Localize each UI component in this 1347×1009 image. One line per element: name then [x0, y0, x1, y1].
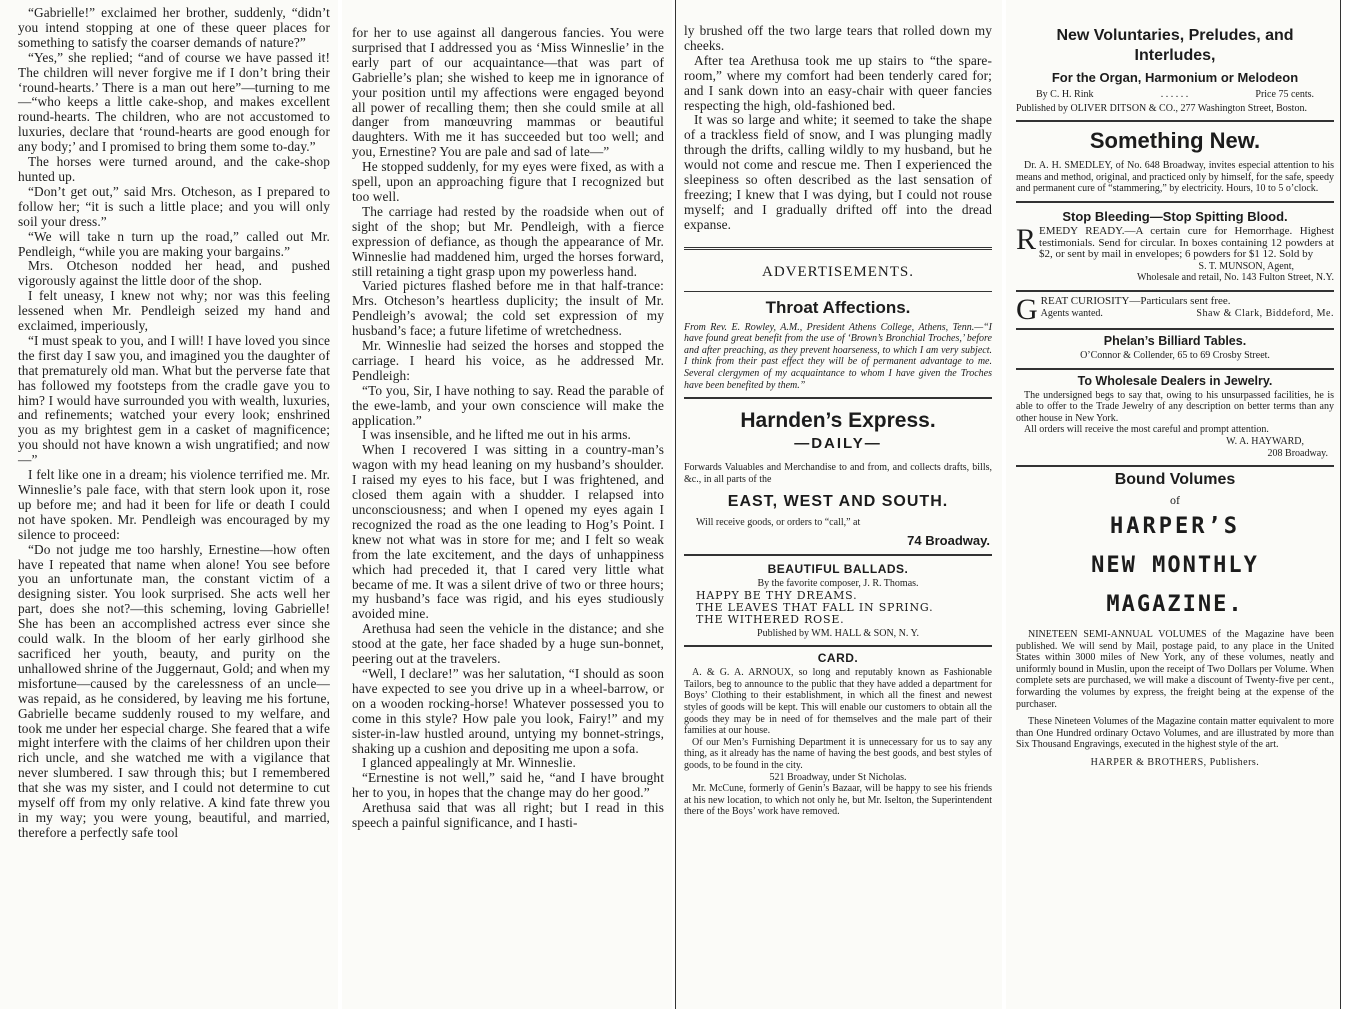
ad-body: A. & G. A. ARNOUX, so long and reputably known as Fashionable Tailors, beg to announce to the public that they have added a department for Boys’ Clothing to their establishment, in which all the finest and newest styles of goods will be kept. This will enable our customers to obtain all the goods they may be in need of for themselves and the male part of their families at our house. — [684, 667, 992, 737]
story-paragraph: “To you, Sir, I have nothing to say. Read the parable of the ewe-lamb, and your own conscience will make the application.” — [352, 382, 664, 428]
story-column-1 — [0, 0, 338, 1009]
story-paragraph: “Gabrielle!” exclaimed her brother, suddenly, “didn’t you intend stopping at one of these queer places for something to satisfy the coarser demands of nature?” — [18, 5, 330, 50]
ad-body: These Nineteen Volumes of the Magazine contain matter equivalent to more than One Hundred ordinary Octavo Volumes, and are illustrated by more than Six Thousand Engravings, executed in the highest style of the art. — [1016, 716, 1334, 751]
story-column-2 — [342, 0, 672, 1009]
ad-divider — [684, 397, 992, 399]
story-paragraph: “Well, I declare!” was her salutation, “I should as soon have expected to see you drive up in a wheel-barrow, or on a wooden rocking-horse! Whatever possessed you to come in this style? How pale you look, Fairy!” and my sister-in-law hustled around, untying my bonnet-strings, shaking up a cushion and depositing me upon a sofa. — [352, 665, 664, 756]
story-paragraph: “Ernestine is not well,” said he, “and I have brought her to you, in hopes that the change may do her good.” — [352, 770, 664, 801]
ad-body: Mr. McCune, formerly of Genin’s Bazaar, will be happy to see his friends at his new location, to which not only he, but Mr. Iselton, the Superintendent there of the Boys’ work have removed. — [684, 783, 992, 818]
ad-agents-row — [1041, 308, 1334, 320]
story-continuation — [684, 24, 992, 233]
ad-divider — [684, 291, 992, 292]
ad-title: New Voluntaries, Preludes, and Interludes, — [1056, 27, 1294, 64]
ad-body: Of our Men’s Furnishing Department it is unnecessary for us to say any thing, as it already has the name of having the best goods, and best styles of goods, to be found in the city. — [684, 736, 992, 771]
story-paragraph: The carriage had rested by the roadside when out of sight of the shop; but Mr. Pendleigh, with a fierce expression of defiance, as though the appearance of Mr. Winneslie had maddened him, urged the horses forward, still retaining a tight grasp upon my powerless hand. — [352, 203, 664, 279]
ad-body: REAT CURIOSITY—Particulars sent free. — [1040, 295, 1231, 307]
arnoux-card-ad — [684, 651, 992, 818]
ad-title: Something New. — [1089, 128, 1261, 154]
ad-title: Stop Bleeding—Stop Spitting Blood. — [1062, 208, 1288, 224]
ad-divider — [1016, 290, 1334, 292]
ad-firm: Shaw & Clark, Biddeford, Me. — [1196, 307, 1334, 319]
great-curiosity-ad — [1016, 296, 1334, 322]
ad-title: CARD. — [817, 651, 859, 666]
story-paragraph: I felt uneasy, I knew not why; nor was this feeling lessened when Mr. Pendleigh seized my hand and exclaimed, imperiously, — [18, 288, 330, 334]
ballad-title: THE LEAVES THAT FALL IN SPRING. — [696, 600, 934, 614]
ad-body: Will receive goods, or orders to “call,” at — [696, 517, 861, 529]
column-3 — [676, 0, 1002, 1009]
ad-address: 74 Broadway. — [907, 533, 990, 549]
ad-divider — [1016, 201, 1334, 203]
ad-body: The undersigned begs to say that, owing to his unsurpassed facilities, he is able to offer to the Trade Jewelry of any description on better terms than any other house in New York. — [1016, 389, 1334, 424]
ad-body: Dr. A. H. SMEDLEY, of No. 648 Broadway, invites especial attention to his means and method, original, and practiced only by himself, for the safe, speedy and permanent cure of “stammering,” by electricity. Hours, 10 to 5 o’clock. — [1016, 160, 1334, 195]
column-4 — [1006, 0, 1340, 1009]
story-paragraph: The horses were turned around, and the cake-shop hunted up. — [18, 154, 330, 184]
something-new-ad — [1016, 128, 1334, 195]
ad-divider — [1016, 120, 1334, 122]
story-paragraph: “Don’t get out,” said Mrs. Otcheson, as I prepared to follow her; “it is such a little place; and you will only soil your dress.” — [18, 183, 330, 229]
ad-divider — [684, 554, 992, 556]
story-paragraph: Arethusa said that was all right; but I read in this speech a painful significance, and I hasti- — [352, 800, 664, 831]
ad-body: Forwards Valuables and Merchandise to and from, and collects drafts, bills, &c., in all parts of the — [684, 462, 992, 485]
ad-divider — [1016, 328, 1334, 330]
drop-cap: R — [1016, 222, 1037, 256]
ad-body: O’Connor & Collender, 65 to 69 Crosby Street. — [1080, 349, 1270, 361]
story-paragraph: When I recovered I was sitting in a country-man’s wagon with my head leaning on my husband’s shoulder. I raised my eyes to his face, but I was frightened, and closed them again with a shudder. I relapsed into unconsciousness; and when I opened my eyes again I recognized the road as the one leading to Hog’s Point. I knew not what was in store for me; and I felt so weak from the late excitement, and the days of unhappiness which had preceded it, that I cared very little what became of me. It was a silent drive of two or three hours; my husband’s face was rigid, and his eyes studiously avoided mine. — [352, 442, 664, 622]
ad-publisher: HARPER & BROTHERS, Publishers. — [1090, 757, 1260, 769]
story-paragraph: “I must speak to you, and I will! I have loved you since the first day I saw you, and imagined you the daughter of that prematurely old man. What but the perverse fate that has followed my footsteps from the cradle gave you to him? I would have surrounded you with wealth, luxuries, and refinements; watched your every look; enshrined you as my brightest gem in a casket of magnificence; you should not have known a wish ungratified; and now—” — [18, 332, 330, 468]
stop-bleeding-ad — [1016, 209, 1334, 284]
story-paragraph: I was insensible, and he lifted me out in his arms. — [362, 427, 631, 443]
magazine-name-line: MAGAZINE. — [1106, 592, 1244, 618]
ad-agent: S. T. MUNSON, Agent, — [1198, 260, 1294, 272]
ad-publisher: Published by WM. HALL & SON, N. Y. — [757, 627, 919, 639]
ad-title: Bound Volumes — [1114, 471, 1236, 489]
story-paragraph: He stopped suddenly, for my eyes were fixed, as with a spell, upon an approaching figure that I recognized but too well. — [352, 159, 664, 204]
ad-title: Throat Affections. — [765, 297, 911, 317]
section-divider — [684, 247, 992, 250]
ad-highlight: EAST, WEST AND SOUTH. — [727, 493, 949, 511]
ad-divider — [1016, 465, 1334, 467]
story-paragraph: I felt like one in a dream; his violence terrified me. Mr. Winneslie’s pale face, with that stern look upon it, rose up before me; and had it been for life or death I could not have spoken. Mr. Pendleigh was encouraged by my silence to proceed: — [18, 467, 330, 542]
ad-price-row — [1016, 89, 1334, 101]
ad-title: Phelan’s Billiard Tables. — [1103, 333, 1247, 348]
story-paragraph: ly brushed off the two large tears that rolled down my cheeks. — [684, 23, 992, 53]
ad-connector: of — [1170, 493, 1180, 508]
ad-subtitle: —DAILY— — [794, 435, 882, 453]
ad-publisher: Published by OLIVER DITSON & CO., 277 Washington Street, Boston. — [1016, 102, 1307, 114]
ad-address: 521 Broadway, under St Nicholas. — [769, 771, 907, 783]
jewelry-ad — [1016, 374, 1334, 460]
voluntaries-ad — [1016, 26, 1334, 114]
story-paragraph: Arethusa had seen the vehicle in the distance; and she stood at the gate, her face shaded by a huge sun-bonnet, peering out at the travelers. — [352, 621, 664, 667]
story-paragraph: “Do not judge me too harshly, Ernestine—how often have I repeated that name when alone! You see before you an unfortunate man, the constant victim of a designing sister. You look surprised. She acts well her part, does she not?—this scheming, loving Gabrielle! She has been an accomplished actress ever since she could walk. In the bloom of her early girlhood she sacrificed her youth, beauty, and purity on the unhallowed shrine of the Juggernaut, Gold; and when my misfortune—caused by the carelessness of an uncle—was repaid, as he considered, by leaving me his fortune, Gabrielle became suddenly roused to my welfare, and took me under her especial charge. She feared that a wife might interfere with the claims of her children upon their rich uncle, and she watched me with a vigilance that never slumbered. I saw through this; but I remembered that she was my sister, and I could not determine to cut myself off from my only relative. A kind fate threw you in my way; you were young, beautiful, and married, therefore a perfectly safe tool — [18, 541, 330, 840]
story-paragraph: Mr. Winneslie had seized the horses and stopped the carriage. I heard his voice, as he addressed Mr. Pendleigh: — [352, 338, 664, 383]
story-paragraph: for her to use against all dangerous fancies. You were surprised that I addressed you as ‘Miss Winneslie’ in the early part of our acquaintance—that was part of Gabrielle’s plan; she wished to keep me in ignorance of your position until my affections were engaged beyond all power of recalling them; then she could smile at all danger from manœuvring mammas or beautiful daughters. With me it has succeeded but too well; and you, Ernestine? You are pale and sad of late—” — [352, 25, 664, 160]
drop-cap: G — [1016, 295, 1038, 322]
advertisements-heading: ADVERTISEMENTS. — [761, 263, 914, 280]
harpers-magazine-ad — [1016, 471, 1334, 769]
story-paragraph: “We will take n turn up the road,” called out Mr. Pendleigh, “while you are making your bargains.” — [18, 228, 330, 259]
ad-body: By the favorite composer, J. R. Thomas. — [757, 578, 919, 590]
ad-body: EMEDY READY.—A certain cure for Hemorrhage. Highest testimonials. Send for circular. In boxes containing 12 powders at $2, or sent by mail in envelopes; 6 powders for $1 12. Sold by — [1039, 224, 1334, 261]
magazine-name-line: HARPER’S — [1110, 514, 1240, 540]
story-paragraph: I glanced appealingly at Mr. Winneslie. — [362, 755, 576, 771]
leader-dots: . . . . . . — [1160, 89, 1189, 100]
harnden-express-ad — [684, 409, 992, 548]
ad-divider — [684, 645, 992, 647]
story-paragraph: “Yes,” she replied; “and of course we have passed it! The children will never forgive me if I don’t bring their ‘round-hearts.’ There is a man out here”—turning to me—“who keeps a little cake-shop, and makes excellent round-hearts. The children, who are not accustomed to luxuries, declare that ‘round-hearts are good enough for any body;’ and I promised to bring them some to-day.” — [18, 49, 330, 155]
ad-title: BEAUTIFUL BALLADS. — [767, 562, 909, 577]
ad-title: Harnden’s Express. — [740, 409, 936, 433]
ad-author: By C. H. Rink — [1036, 89, 1094, 100]
ad-body: From Rev. E. Rowley, A.M., President Athens College, Athens, Tenn.—“I have found great benefit from the use of ‘Brown’s Bronchial Troches,’ before and after preaching, as they prevent hoarseness, to which I am very subject. I think from their past effect they will be of permanent advantage to me. Several clergymen of my acquaintance to whom I have given the Troches have been benefited by them.” — [684, 321, 992, 391]
story-paragraph: It was so large and white; it seemed to take the shape of a trackless field of snow, and I was plunging madly through the drifts, calling wildly to my husband, but he would not come and rescue me. Then I experienced the sleepiness so often described as the last sensation of freezing; I knew that I was dying, but I could not rouse myself; and I gradually drifted off into the dread expanse. — [684, 112, 992, 232]
ad-body: NINETEEN SEMI-ANNUAL VOLUMES of the Magazine have been published. We will send by Mail, postage paid, to any place in the United States within 3000 miles of New York, any of these volumes, neatly and uniformly bound in Muslin, upon the receipt of Two Dollars per Volume. When complete sets are purchased, we will make a discount of Twenty-five per cent., forwarding the volumes by express, the freight being at the expense of the purchaser. — [1016, 629, 1334, 710]
story-paragraph: After tea Arethusa took me up stairs to “the spare-room,” where my comfort had been tenderly cared for; and I sank down into an easy-chair with queer fancies respecting the high, old-fashioned bed. — [684, 52, 992, 113]
ad-address: Wholesale and retail, No. 143 Fulton Street, N.Y. — [1136, 272, 1334, 284]
throat-affections-ad — [684, 298, 992, 392]
ballad-title: HAPPY BE THY DREAMS. — [696, 588, 858, 602]
ad-body: Agents wanted. — [1040, 307, 1103, 319]
ad-price: Price 75 cents. — [1255, 89, 1314, 100]
ad-signer: W. A. HAYWARD, — [1226, 435, 1304, 447]
column-rule — [1340, 0, 1341, 1009]
ad-body: All orders will receive the most careful and prompt attention. — [1024, 424, 1269, 436]
magazine-name-line: NEW MONTHLY — [1091, 553, 1259, 579]
ad-title: To Wholesale Dealers in Jewelry. — [1077, 373, 1273, 388]
ballad-title: THE WITHERED ROSE. — [696, 612, 845, 626]
beautiful-ballads-ad — [684, 562, 992, 639]
billiard-tables-ad — [1016, 334, 1334, 362]
ad-subtitle: For the Organ, Harmonium or Melodeon — [1051, 70, 1299, 85]
ad-divider — [1016, 368, 1334, 370]
story-paragraph: Mrs. Otcheson nodded her head, and pushed vigorously against the little door of the shop. — [18, 258, 330, 289]
ad-address: 208 Broadway. — [1267, 447, 1328, 459]
story-paragraph: Varied pictures flashed before me in that half-trance: Mrs. Otcheson’s heartless duplicity; the insult of Mr. Pendleigh’s avowal; the cold set expression of my husband’s face; a future lifetime of wretchedness. — [352, 278, 664, 339]
ad-body-wrapper — [1016, 222, 1334, 261]
